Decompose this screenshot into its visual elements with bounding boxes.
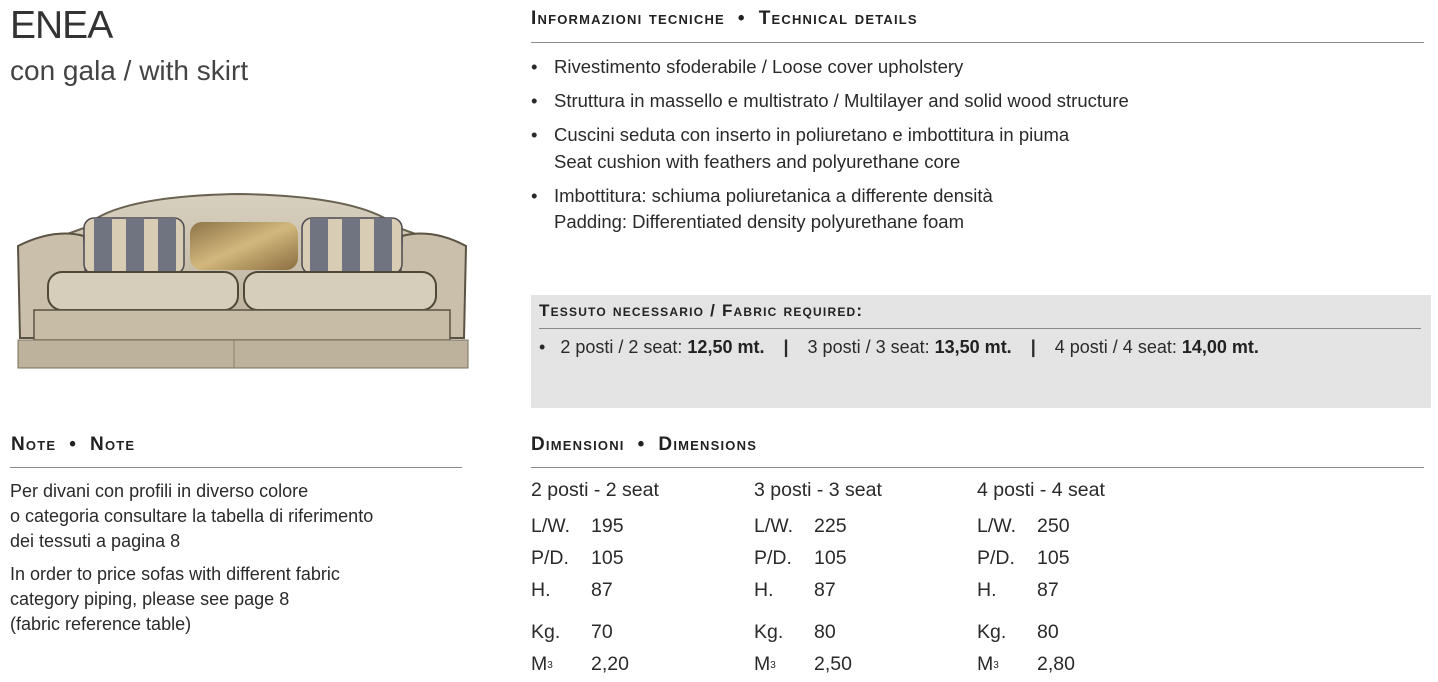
- dimension-value: 105: [591, 547, 624, 569]
- dimension-row-volume: [977, 650, 1197, 682]
- dimension-value: 250: [1037, 515, 1070, 537]
- heading-bullet: •: [731, 8, 753, 29]
- technical-list: [531, 54, 1411, 243]
- dimension-value: 70: [591, 621, 613, 643]
- volume-unit: M: [531, 653, 548, 675]
- volume-exponent: 3: [770, 660, 776, 671]
- product-name: ENEA: [10, 4, 113, 47]
- dimension-value: 2,20: [591, 653, 629, 675]
- notes-rule: [10, 467, 462, 468]
- dimension-row-height: [754, 576, 974, 608]
- fabric-label-3: 3 posti / 3 seat:: [807, 337, 930, 357]
- technical-heading: [531, 8, 918, 30]
- notes-heading-en: Note: [90, 434, 136, 455]
- dimension-value: 87: [591, 579, 613, 601]
- fabric-label-2: 2 posti / 2 seat:: [560, 337, 683, 357]
- notes-paragraph-it: [10, 479, 450, 554]
- list-item: [531, 183, 1411, 236]
- technical-heading-it: Informazioni tecniche: [531, 8, 725, 29]
- fabric-value-3: 13,50 mt.: [934, 337, 1012, 357]
- dimensions-heading-it: Dimensioni: [531, 434, 625, 455]
- dimension-row-width: [531, 512, 751, 544]
- notes-line: dei tessuti a pagina 8: [10, 531, 181, 551]
- separator: |: [783, 337, 789, 357]
- volume-exponent: 3: [547, 660, 553, 671]
- notes-paragraph-en: [10, 562, 450, 637]
- notes-line: o categoria consultare la tabella di riferimento: [10, 506, 374, 526]
- dimension-row-weight: [977, 618, 1197, 650]
- dimension-caption: 2 posti - 2 seat: [531, 479, 659, 501]
- volume-exponent: 3: [993, 660, 999, 671]
- dimension-label: Kg.: [977, 621, 1007, 643]
- dimensions-heading-en: Dimensions: [658, 434, 758, 455]
- list-item-text: Rivestimento sfoderabile / Loose cover upholstery: [554, 56, 964, 77]
- dimension-column-4seat: [977, 479, 1197, 682]
- list-item-text: Cuscini seduta con inserto in poliuretano e imbottitura in piuma: [554, 124, 1070, 145]
- dimension-label: [531, 650, 591, 678]
- dimension-value: 105: [814, 547, 847, 569]
- list-item: [531, 122, 1411, 175]
- dimension-label: L/W.: [977, 515, 1017, 537]
- list-item-text: Imbottitura: schiuma poliuretanica a differente densità: [554, 184, 993, 206]
- notes-line: (fabric reference table): [10, 614, 192, 634]
- list-item-text-en: Padding: Differentiated density polyurethane foam: [554, 211, 965, 232]
- dimension-row-volume: [531, 650, 751, 682]
- dimension-row-width: [754, 512, 974, 544]
- fabric-label-4: 4 posti / 4 seat:: [1054, 337, 1177, 357]
- dimensions-heading: [531, 434, 757, 456]
- dimension-value: 87: [814, 579, 836, 601]
- volume-unit: M: [754, 653, 771, 675]
- dimension-row-volume: [754, 650, 974, 682]
- dimension-value: 2,50: [814, 653, 852, 675]
- dimension-label: H.: [531, 579, 551, 601]
- dimension-label: L/W.: [754, 515, 794, 537]
- volume-unit: M: [977, 653, 994, 675]
- fabric-value-2: 12,50 mt.: [687, 337, 765, 357]
- dimension-label: H.: [754, 579, 774, 601]
- dimension-label: P/D.: [531, 547, 569, 569]
- notes-heading-it: Note: [11, 434, 57, 455]
- dimension-value: 225: [814, 515, 847, 537]
- list-item-text-en: Seat cushion with feathers and polyurethane core: [554, 150, 961, 172]
- dimension-value: 80: [814, 621, 836, 643]
- separator: |: [1030, 337, 1036, 357]
- sofa-image: [14, 188, 470, 373]
- product-variant: con gala / with skirt: [10, 55, 249, 86]
- technical-rule: [531, 42, 1424, 43]
- dimension-value: 195: [591, 515, 624, 537]
- dimensions-rule: [531, 467, 1424, 468]
- dimension-value: 105: [1037, 547, 1070, 569]
- heading-bullet: •: [62, 434, 84, 455]
- list-item-text: Struttura in massello e multistrato / Multilayer and solid wood structure: [554, 90, 1129, 111]
- dimension-row-weight: [754, 618, 974, 650]
- dimension-row-depth: [531, 544, 751, 576]
- notes-line: category piping, please see page 8: [10, 589, 290, 609]
- dimension-label: P/D.: [977, 547, 1015, 569]
- fabric-value-4: 14,00 mt.: [1181, 337, 1259, 357]
- dimension-label: H.: [977, 579, 997, 601]
- dimension-caption: 3 posti - 3 seat: [754, 479, 882, 501]
- dimension-label: L/W.: [531, 515, 571, 537]
- heading-bullet: •: [631, 434, 652, 455]
- dimension-row-height: [977, 576, 1197, 608]
- dimension-column-3seat: [754, 479, 974, 682]
- dimension-row-height: [531, 576, 751, 608]
- technical-heading-en: Technical details: [758, 8, 918, 29]
- fabric-heading: Tessuto necessario / Fabric required:: [539, 301, 864, 320]
- dimension-value: 2,80: [1037, 653, 1075, 675]
- dimension-label: Kg.: [531, 621, 561, 643]
- dimension-label: [977, 650, 1037, 678]
- dimension-row-width: [977, 512, 1197, 544]
- notes-line: In order to price sofas with different fabric: [10, 564, 340, 584]
- fabric-rule: [539, 328, 1421, 329]
- fabric-values: [539, 337, 1259, 358]
- notes-heading: [11, 434, 135, 456]
- dimension-value: 80: [1037, 621, 1059, 643]
- dimension-value: 87: [1037, 579, 1059, 601]
- dimension-column-2seat: [531, 479, 751, 682]
- list-item: [531, 54, 1411, 81]
- dimension-row-depth: [754, 544, 974, 576]
- dimension-row-weight: [531, 618, 751, 650]
- dimension-label: P/D.: [754, 547, 792, 569]
- dimension-label: Kg.: [754, 621, 784, 643]
- list-item: [531, 88, 1411, 115]
- bullet: •: [539, 337, 556, 357]
- notes-text: [10, 479, 450, 645]
- dimension-label: [754, 650, 814, 678]
- dimension-caption: 4 posti - 4 seat: [977, 479, 1105, 501]
- dimension-row-depth: [977, 544, 1197, 576]
- notes-line: Per divani con profili in diverso colore: [10, 481, 309, 501]
